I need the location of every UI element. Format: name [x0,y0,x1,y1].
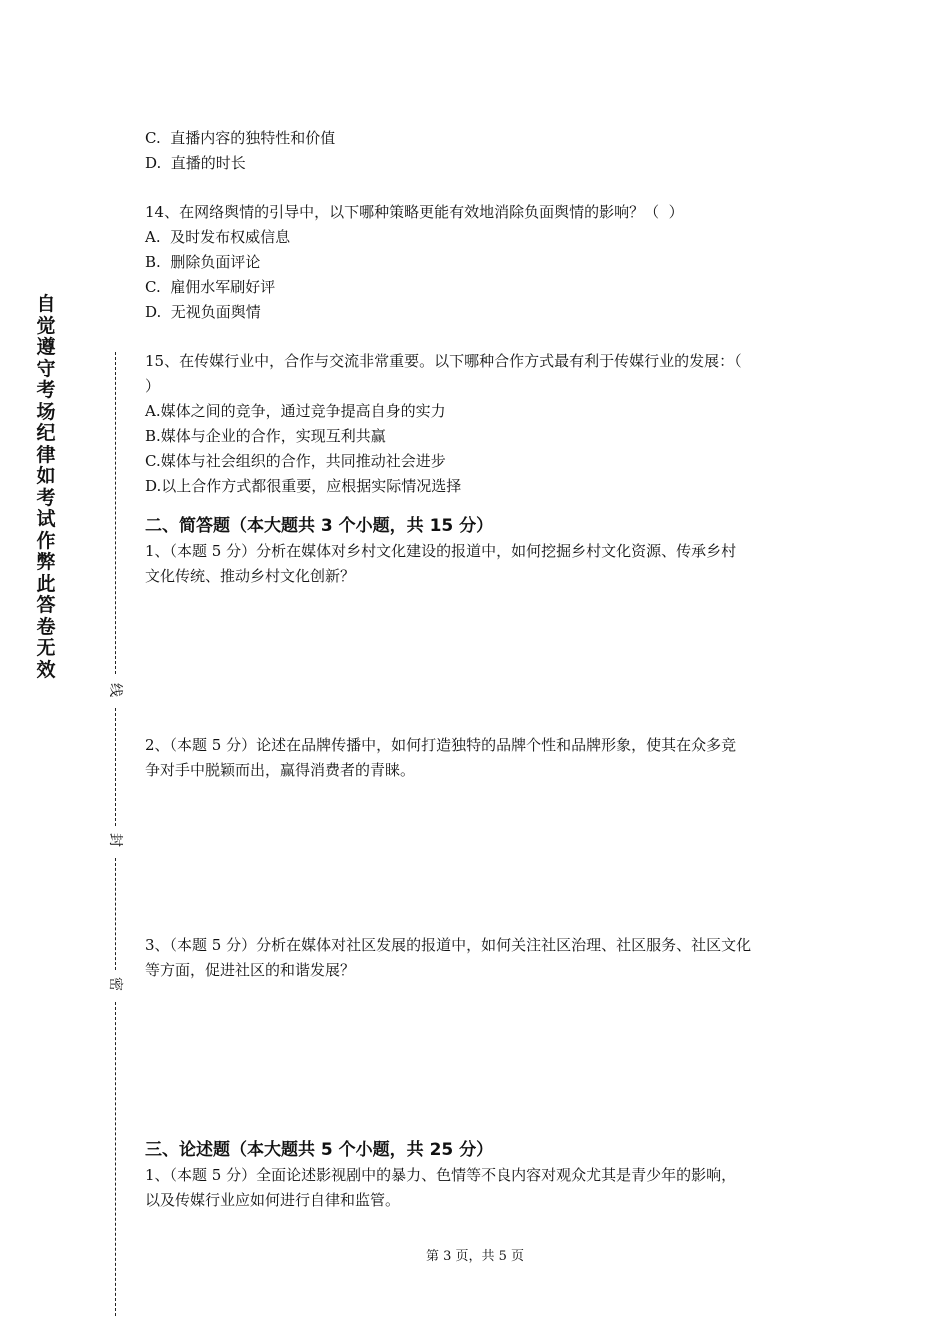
q13-option-c: C. 直播内容的独特性和价值 [145,129,336,147]
answer-space [145,589,810,733]
short-answer-q3: 3、（本题 5 分）分析在媒体对社区发展的报道中，如何关注社区治理、社区服务、社区文化 [145,936,752,954]
q14-option-a: A. 及时发布权威信息 [145,228,291,246]
binding-dashed-line [115,858,116,970]
section-3-title: 三、论述题（本大题共 5 个小题，共 25 分） [145,1140,494,1160]
binding-dashed-line [115,352,116,674]
q15-stem: 15、在传媒行业中，合作与交流非常重要。以下哪种合作方式最有利于传媒行业的发展：（ [145,352,742,370]
q14-option-b: B. 删除负面评论 [145,253,261,271]
exam-discipline-warning: 自觉遵守考场纪律如考试作弊此答卷无效 [36,293,56,681]
answer-space [145,983,810,1123]
q15-option-b: B.媒体与企业的合作，实现互利共赢 [145,427,386,445]
essay-q1-continued: 以及传媒行业应如何进行自律和监管。 [145,1191,401,1209]
short-answer-q2: 2、（本题 5 分）论述在品牌传播中，如何打造独特的品牌个性和品牌形象，使其在众多竞 [145,736,737,754]
q13-option-d: D. 直播的时长 [145,154,246,172]
short-answer-q2-continued: 争对手中脱颖而出，赢得消费者的青睐。 [145,761,416,779]
short-answer-q1-continued: 文化传统、推动乡村文化创新？ [145,567,356,585]
binding-mark-line: 线 [107,683,123,697]
binding-dashed-line [115,708,116,826]
essay-q1: 1、（本题 5 分）全面论述影视剧中的暴力、色情等不良内容对观众尤其是青少年的影响， [145,1166,737,1184]
q15-stem-continued: ） [145,377,161,395]
q15-option-c: C.媒体与社会组织的合作，共同推动社会进步 [145,452,446,470]
q14-option-c: C. 雇佣水军刷好评 [145,278,276,296]
short-answer-q3-continued: 等方面，促进社区的和谐发展？ [145,961,356,979]
q14-stem: 14、在网络舆情的引导中，以下哪种策略更能有效地消除负面舆情的影响？（ ） [145,203,684,221]
short-answer-q1: 1、（本题 5 分）分析在媒体对乡村文化建设的报道中，如何挖掘乡村文化资源、传承乡村 [145,542,737,560]
q15-option-a: A.媒体之间的竞争，通过竞争提高自身的实力 [145,402,446,420]
binding-dashed-line [115,1002,116,1316]
exam-content [145,126,810,1213]
q14-option-d: D. 无视负面舆情 [145,303,261,321]
answer-space [145,783,810,933]
binding-mark-seal: 封 [107,833,123,847]
section-2-title: 二、简答题（本大题共 3 个小题，共 15 分） [145,516,494,536]
binding-mark-secret: 密 [107,977,123,991]
page-number: 第 3 页，共 5 页 [425,1249,525,1264]
q15-option-d: D.以上合作方式都很重要，应根据实际情况选择 [145,477,462,495]
